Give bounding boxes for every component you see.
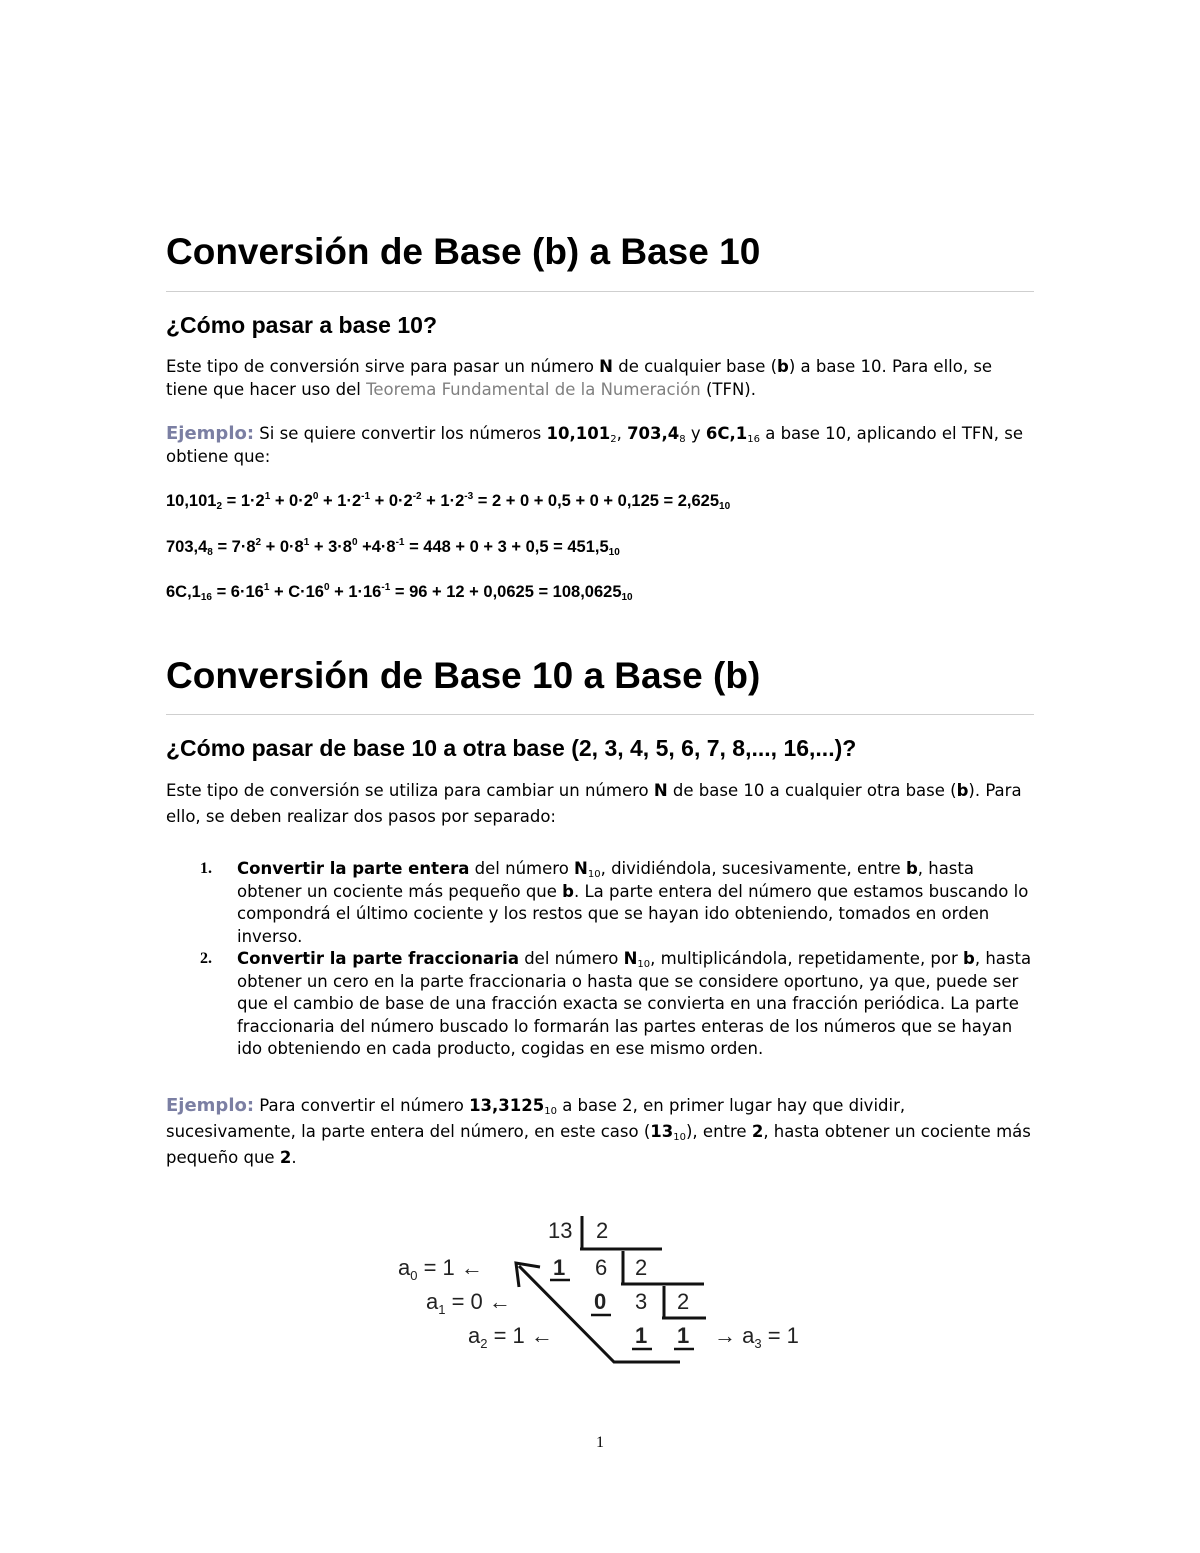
divisor-3: 2 xyxy=(677,1289,690,1314)
last-quotient: 1 xyxy=(677,1323,690,1348)
label-a1: $a_1 = 0$ ← xyxy=(426,1289,511,1317)
section-1-divider xyxy=(166,291,1034,292)
step-item: 2. Convertir la parte fraccionaria del número $N_{10}$, multiplicándola, repetidamente, por b, hasta obtener un cero en la parte fraccionaria o hasta que se considere oportuno, ya que, puede ser que el cambio de base de una fracción exacta se convierta en una fracción periódica. La parte fraccionaria del número buscado lo formarán las partes enteras de los números que se hayan ido obteniendo en cada producto, cogidas en ese mismo orden. xyxy=(200,949,1032,1058)
section-2-intro: Este tipo de conversión se utiliza para cambiar un número N de base 10 a cualquier otra base (b). Para ello, se deben realizar dos pasos por separado: xyxy=(166,781,1022,826)
section-1-intro: Este tipo de conversión sirve para pasar un número N de cualquier base (b) a base 10. Para ello, se tiene que hacer uso del Teorema Fundamental de la Numeración (TFN). xyxy=(166,357,993,399)
section-1-subtitle: ¿Cómo pasar a base 10? xyxy=(166,312,437,338)
divisor-1: 2 xyxy=(596,1218,609,1243)
section-2-example: Ejemplo: Para convertir el número $13,3125_{10}$ a base 2, en primer lugar hay que dividir, sucesivamente, la parte entera del número, en este caso $(13_{10})$, entre 2, hasta obtener un cociente más pequeño que 2. xyxy=(166,1095,1031,1167)
example-label: Ejemplo: xyxy=(166,1095,255,1116)
remainder-1: 0 xyxy=(594,1289,607,1314)
example-label: Ejemplo: xyxy=(166,423,255,444)
dividend-13: 13 xyxy=(548,1218,573,1243)
page-number: 1 xyxy=(596,1434,604,1451)
section-2-divider xyxy=(166,714,1034,715)
label-a2: $a_2 = 1$ ← xyxy=(468,1323,553,1351)
label-a3: → $a_3 = 1$ xyxy=(714,1323,799,1351)
remainder-2: 1 xyxy=(635,1323,648,1348)
tfn-link[interactable]: Teorema Fundamental de la Numeración xyxy=(366,380,701,399)
remainder-0: 1 xyxy=(553,1255,566,1280)
section-1-title: Conversión de Base (b) a Base 10 xyxy=(166,231,761,272)
quotient-2: 3 xyxy=(635,1289,648,1314)
section-2-subtitle: ¿Cómo pasar de base 10 a otra base (2, 3, 4, 5, 6, 7, 8,..., 16,...)? xyxy=(166,735,857,761)
divisor-2: 2 xyxy=(635,1255,648,1280)
equation-3: $6C,1_{16} = 6\cdot 16^1 + C\cdot 16^0 + 1\cdot 16^{-1} = 96 + 12 + 0,0625 = 108,0625_{10}$ xyxy=(166,582,633,603)
section-2-title: Conversión de Base 10 a Base (b) xyxy=(166,655,761,696)
equation-1: $10,101_2 = 1\cdot 2^1 + 0\cdot 2^0 + 1\cdot 2^{-1} + 0\cdot 2^{-2} + 1\cdot 2^{-3} = 2 + 0 + 0,5 + 0 + 0,125 = 2,625_{10}$ xyxy=(166,491,731,512)
equation-2: $703,4_8 = 7\cdot 8^2 + 0\cdot 8^1 + 3\cdot 8^0 +4\cdot 8^{-1} = 448 + 0 + 3 + 0,5 = 451,5_{10}$ xyxy=(166,537,620,558)
section-1-example: Ejemplo: Si se quiere convertir los números $10,101_2$, $703,4_8$ y $6C,1_{16}$ a base 10, aplicando el TFN, se obtiene que: xyxy=(166,423,1023,466)
conversion-steps xyxy=(166,858,1034,1061)
step-item: 1. Convertir la parte entera del número $N_{10}$, dividiéndola, sucesivamente, entre b, hasta obtener un cociente más pequeño que b. La parte entera del número que estamos buscando lo compondrá el último cociente y los restos que se hayan ido obteniendo, tomados en orden inverso. xyxy=(200,859,1029,946)
quotient-1: 6 xyxy=(595,1255,608,1280)
division-diagram xyxy=(380,1200,820,1380)
label-a0: $a_0 = 1$ ← xyxy=(398,1255,483,1283)
